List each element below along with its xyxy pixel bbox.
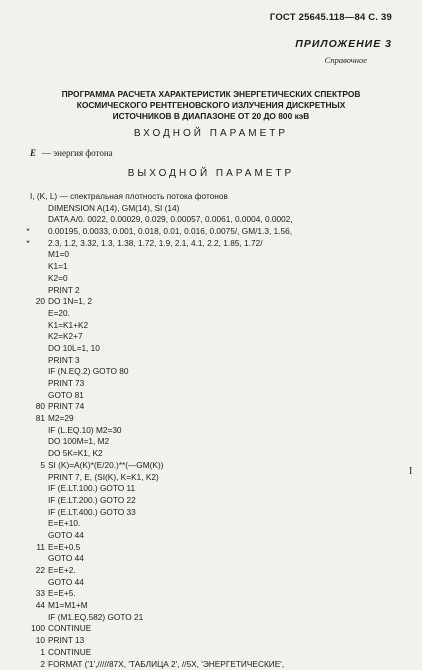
code-text: K1=K1+K2: [48, 320, 88, 330]
code-line: [0, 530, 422, 542]
statement-label: 5: [14, 460, 45, 470]
code-line: [0, 413, 422, 425]
reference-label: Справочное: [325, 55, 367, 65]
code-line: [0, 659, 422, 670]
code-line: [0, 390, 422, 402]
code-text: K2=0: [48, 273, 68, 283]
code-text: PRINT 3: [48, 355, 80, 365]
code-line: [0, 238, 422, 250]
code-text: E=E+5.: [48, 588, 76, 598]
input-heading: ВХОДНОЙ ПАРАМЕТР: [0, 128, 422, 139]
code-line: [0, 448, 422, 460]
code-text: DIMENSION A(14), GM(14), SI (14): [48, 203, 179, 213]
code-line: [0, 425, 422, 437]
statement-label: 33: [14, 588, 45, 598]
code-listing: [0, 191, 422, 670]
code-line: [0, 285, 422, 297]
code-line: [0, 518, 422, 530]
title-line: ПРОГРАММА РАСЧЕТА ХАРАКТЕРИСТИК ЭНЕРГЕТИЧЕСКИХ СПЕКТРОВ: [20, 89, 402, 100]
code-text: PRINT 2: [48, 285, 80, 295]
code-text: DATA A/0. 0022, 0.00029, 0.029, 0.00057, 0.0061, 0.0004, 0.0002,: [48, 214, 293, 224]
output-heading: ВЫХОДНОЙ ПАРАМЕТР: [0, 168, 422, 179]
code-line: [0, 600, 422, 612]
code-text: E=E+2.: [48, 565, 76, 575]
code-line: [0, 553, 422, 565]
margin-mark: I: [409, 466, 412, 477]
statement-label: 11: [14, 542, 45, 552]
code-line: [0, 214, 422, 226]
code-line: [0, 436, 422, 448]
code-line: [0, 635, 422, 647]
code-line: [0, 261, 422, 273]
page-header: ГОСТ 25645.118—84 С. 39: [270, 12, 392, 23]
code-line: [0, 647, 422, 659]
code-text: GOTO 44: [48, 577, 84, 587]
code-line: [0, 495, 422, 507]
code-line: [0, 460, 422, 472]
code-text: 2.3, 1.2, 3.32, 1.3, 1.38, 1.72, 1.9, 2.1, 4.1, 2.2, 1.85, 1.72/: [48, 238, 263, 248]
code-line: [0, 355, 422, 367]
code-text: M2=29: [48, 413, 74, 423]
code-line: [0, 273, 422, 285]
code-line: [0, 565, 422, 577]
continuation-mark: *: [20, 238, 36, 248]
code-text: I, (K, L) — спектральная плотность потока фотонов: [30, 191, 228, 201]
continuation-mark: *: [20, 226, 36, 236]
code-text: 0.00195, 0.0033, 0.001, 0.018, 0.01, 0.016, 0.0075/, GM/1.3, 1.56,: [48, 226, 292, 236]
statement-label: 100: [14, 623, 45, 633]
code-text: PRINT 74: [48, 401, 84, 411]
code-text: DO 100M=1, M2: [48, 436, 109, 446]
code-line: [0, 320, 422, 332]
input-parameter: [30, 148, 113, 158]
code-text: GOTO 81: [48, 390, 84, 400]
code-line: [0, 226, 422, 238]
code-line: [0, 401, 422, 413]
code-text: IF (L.EQ.10) M2=30: [48, 425, 122, 435]
title-line: КОСМИЧЕСКОГО РЕНТГЕНОВСКОГО ИЗЛУЧЕНИЯ ДИСКРЕТНЫХ: [20, 100, 402, 111]
statement-label: 81: [14, 413, 45, 423]
code-line: [0, 483, 422, 495]
statement-label: 1: [14, 647, 45, 657]
code-line: [0, 588, 422, 600]
code-line: [0, 343, 422, 355]
code-text: DO 10L=1, 10: [48, 343, 100, 353]
title-line: ИСТОЧНИКОВ В ДИАПАЗОНЕ ОТ 20 ДО 800 кэВ: [20, 111, 402, 122]
code-text: K2=K2+7: [48, 331, 83, 341]
code-line: [0, 308, 422, 320]
code-line: [0, 249, 422, 261]
code-text: IF (E.LT.200.) GOTO 22: [48, 495, 136, 505]
document-title: [20, 89, 402, 122]
code-text: E=E+0.5: [48, 542, 80, 552]
code-line: [0, 542, 422, 554]
code-text: E=E+10.: [48, 518, 80, 528]
code-text: PRINT 73: [48, 378, 84, 388]
code-line: [0, 366, 422, 378]
code-text: DO 1N=1, 2: [48, 296, 92, 306]
code-text: DO 5K=K1, K2: [48, 448, 103, 458]
code-line: [0, 378, 422, 390]
statement-label: 10: [14, 635, 45, 645]
statement-label: 20: [14, 296, 45, 306]
code-text: IF (E.LT.400.) GOTO 33: [48, 507, 136, 517]
code-text: IF (M1.EQ.582) GOTO 21: [48, 612, 143, 622]
code-text: CONTINUE: [48, 647, 91, 657]
code-text: M1=M1+M: [48, 600, 88, 610]
statement-label: 2: [14, 659, 45, 669]
code-line: [0, 612, 422, 624]
parameter-description: — энергия фотона: [42, 148, 113, 158]
statement-label: 80: [14, 401, 45, 411]
code-text: IF (E.LT.100.) GOTO 11: [48, 483, 135, 493]
code-text: SI (K)=A(K)*(E/20.)**(—GM(K)): [48, 460, 163, 470]
code-line: [0, 577, 422, 589]
code-text: M1=0: [48, 249, 69, 259]
code-line: [0, 623, 422, 635]
appendix-label: ПРИЛОЖЕНИЕ 3: [295, 38, 392, 50]
code-line: [0, 191, 422, 203]
code-text: GOTO 44: [48, 530, 84, 540]
code-line: [0, 203, 422, 215]
code-line: [0, 331, 422, 343]
statement-label: 44: [14, 600, 45, 610]
code-line: [0, 507, 422, 519]
code-text: IF (N.EQ.2) GOTO 80: [48, 366, 129, 376]
statement-label: 22: [14, 565, 45, 575]
code-text: PRINT 13: [48, 635, 84, 645]
code-text: CONTINUE: [48, 623, 91, 633]
code-text: GOTO 44: [48, 553, 84, 563]
code-line: [0, 296, 422, 308]
code-line: [0, 472, 422, 484]
code-text: FORMAT ('1',/////87X, 'ТАБЛИЦА 2', //5X, 'ЭНЕРГЕТИЧЕСКИЕ',: [48, 659, 284, 669]
code-text: E=20.: [48, 308, 70, 318]
code-text: PRINT 7, E, (SI(K), K=K1, K2): [48, 472, 159, 482]
parameter-symbol: E: [30, 148, 36, 158]
code-text: K1=1: [48, 261, 68, 271]
